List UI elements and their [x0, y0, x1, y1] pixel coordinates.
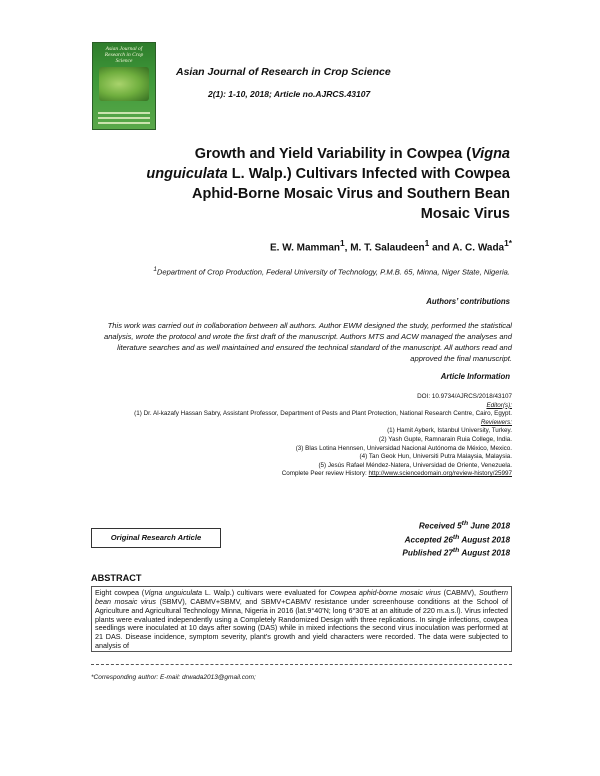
- editor-label: Editor(s):: [486, 401, 512, 409]
- reviewer-entry: (4) Tan Geok Hun, Universiti Putra Malaysia, Malaysia.: [359, 453, 512, 461]
- abstract-run: L. Walp.) cultivars were evaluated for: [202, 588, 330, 597]
- author-affiliation-mark: 1: [424, 238, 430, 248]
- reviewer-entry: (5) Jesús Rafael Méndez-Natera, Universidad de Oriente, Venezuela.: [318, 461, 512, 469]
- doi: DOI: 10.9734/AJRCS/2018/43107: [417, 393, 512, 400]
- abstract-run: (CABMV),: [440, 588, 479, 597]
- abstract-run-italic: Vigna unguiculata: [144, 588, 203, 597]
- affiliation-mark: 1: [153, 266, 157, 273]
- date-text: August 2018: [459, 535, 510, 545]
- cover-title-line: Asian Journal of: [105, 46, 143, 52]
- author-name: M. T. Salaudeen: [350, 242, 425, 254]
- date-ordinal: th: [452, 547, 460, 555]
- abstract-run-italic: Southern bean mosaic virus: [95, 588, 509, 606]
- article-type-badge: Original Research Article: [91, 528, 221, 548]
- journal-name: Asian Journal of Research in Crop Science: [176, 66, 391, 78]
- date-ordinal: th: [461, 520, 469, 527]
- abstract-run-italic: Cowpea aphid-borne mosaic virus: [329, 588, 441, 597]
- cover-text-lines: [98, 109, 150, 124]
- title-part: L. Walp.) Cultivars Infected with Cowpea Aphid-Borne Mosaic Virus and Southern Bean Mosaic Virus: [192, 166, 510, 222]
- paper-title: [140, 144, 510, 224]
- author-affiliation-mark: 1*: [504, 238, 512, 248]
- corresponding-author-footnote: *Corresponding author: E-mail: drwada2013@gmail.com;: [91, 674, 256, 681]
- abstract-run: Eight cowpea (: [95, 588, 145, 597]
- article-dates: [300, 519, 510, 560]
- contributions-text: This work was carried out in collaboration between all authors. Author EWM designed the study, performed the statistical analysis, wrote the protocol and wrote the first draft of the manuscript. Authors MTS and ACW managed the analyses and literature searches and as well maintained and ensured the technical standard of the manuscript. All authors read and approved the final manuscript.: [103, 321, 512, 363]
- author-separator: ,: [344, 242, 351, 254]
- editor-entry: (1) Dr. Al-kazafy Hassan Sabry, Assistant Professor, Department of Pests and Plant Protection, National Research Centre, Cairo, Egypt.: [134, 410, 512, 418]
- cover-title-line: Research in Crop: [104, 52, 144, 58]
- reviewers-label: Reviewers:: [480, 418, 512, 426]
- journal-cover-image: [92, 42, 156, 130]
- affiliation-text: Department of Crop Production, Federal University of Technology, P.M.B. 65, Minna, Niger State, Nigeria.: [156, 267, 510, 277]
- author-affiliation: [100, 264, 510, 278]
- peer-review-history: [84, 470, 512, 479]
- author-affiliation-mark: 1: [339, 238, 345, 248]
- author-separator: and: [429, 242, 453, 254]
- author-name: A. C. Wada: [452, 242, 505, 254]
- cover-pea-pod-image: [99, 67, 149, 101]
- volume-info: 2(1): 1-10, 2018; Article no.AJRCS.43107: [208, 89, 371, 99]
- date-text: June 2018: [468, 521, 510, 531]
- contributions-heading: Authors’ contributions: [426, 297, 510, 306]
- reviewer-entry: (3) Blas Lotina Hennsen, Universidad Nacional Autónoma de México, Mexico.: [295, 444, 512, 452]
- cover-title-line: Science: [115, 58, 133, 64]
- received-date: [300, 519, 510, 533]
- abstract-run: (SBMV), CABMV+SBMV, and SBMV+CABMV resistance under screenhouse conditions at the School of Agriculture and Agricultural Technology Minna, Nigeria in 2016 (lat.9°40'N; long 6°30'E at an altitude of 220 m.a.s.l). Virus infected plants were evaluated independently using a Completely Randomized Design with three replications. In single infections, cowpea seedlings were inoculated at 10 days after sowing (DAS) while in mixed infections the second virus inoculation was performed at 21 DAS. Disease incidence, symptom severity, plant's growth and yield characters were recorded. The data were subjected to analysis of: [95, 596, 508, 651]
- article-info-heading: Article Information: [440, 372, 510, 381]
- author-list: [200, 238, 512, 253]
- published-date: [300, 546, 510, 560]
- date-text: Received 5: [418, 521, 462, 531]
- date-ordinal: th: [452, 533, 460, 541]
- date-text: Published 27: [402, 548, 453, 558]
- accepted-date: [300, 533, 510, 547]
- reviewer-entry: (2) Yash Gupte, Ramnarain Ruia College, India.: [378, 435, 512, 443]
- reviewer-entry: (1) Hamit Ayberk, Istanbul University, Turkey.: [387, 427, 512, 435]
- author-name: E. W. Mamman: [269, 242, 340, 254]
- peer-review-label: Complete Peer review History:: [281, 470, 369, 478]
- abstract-heading: ABSTRACT: [91, 573, 142, 583]
- abstract-box: [91, 586, 512, 652]
- article-info-block: [84, 393, 512, 479]
- footnote-divider: [91, 664, 512, 665]
- peer-review-link[interactable]: http://www.sciencedomain.org/review-history/25997: [368, 470, 512, 478]
- abstract-text: [95, 589, 508, 651]
- title-species: Vigna unguiculata: [146, 146, 510, 182]
- date-text: Accepted 26: [404, 535, 453, 545]
- date-text: August 2018: [459, 548, 510, 558]
- cover-title: [93, 46, 155, 64]
- title-part: Growth and Yield Variability in Cowpea (: [194, 146, 472, 162]
